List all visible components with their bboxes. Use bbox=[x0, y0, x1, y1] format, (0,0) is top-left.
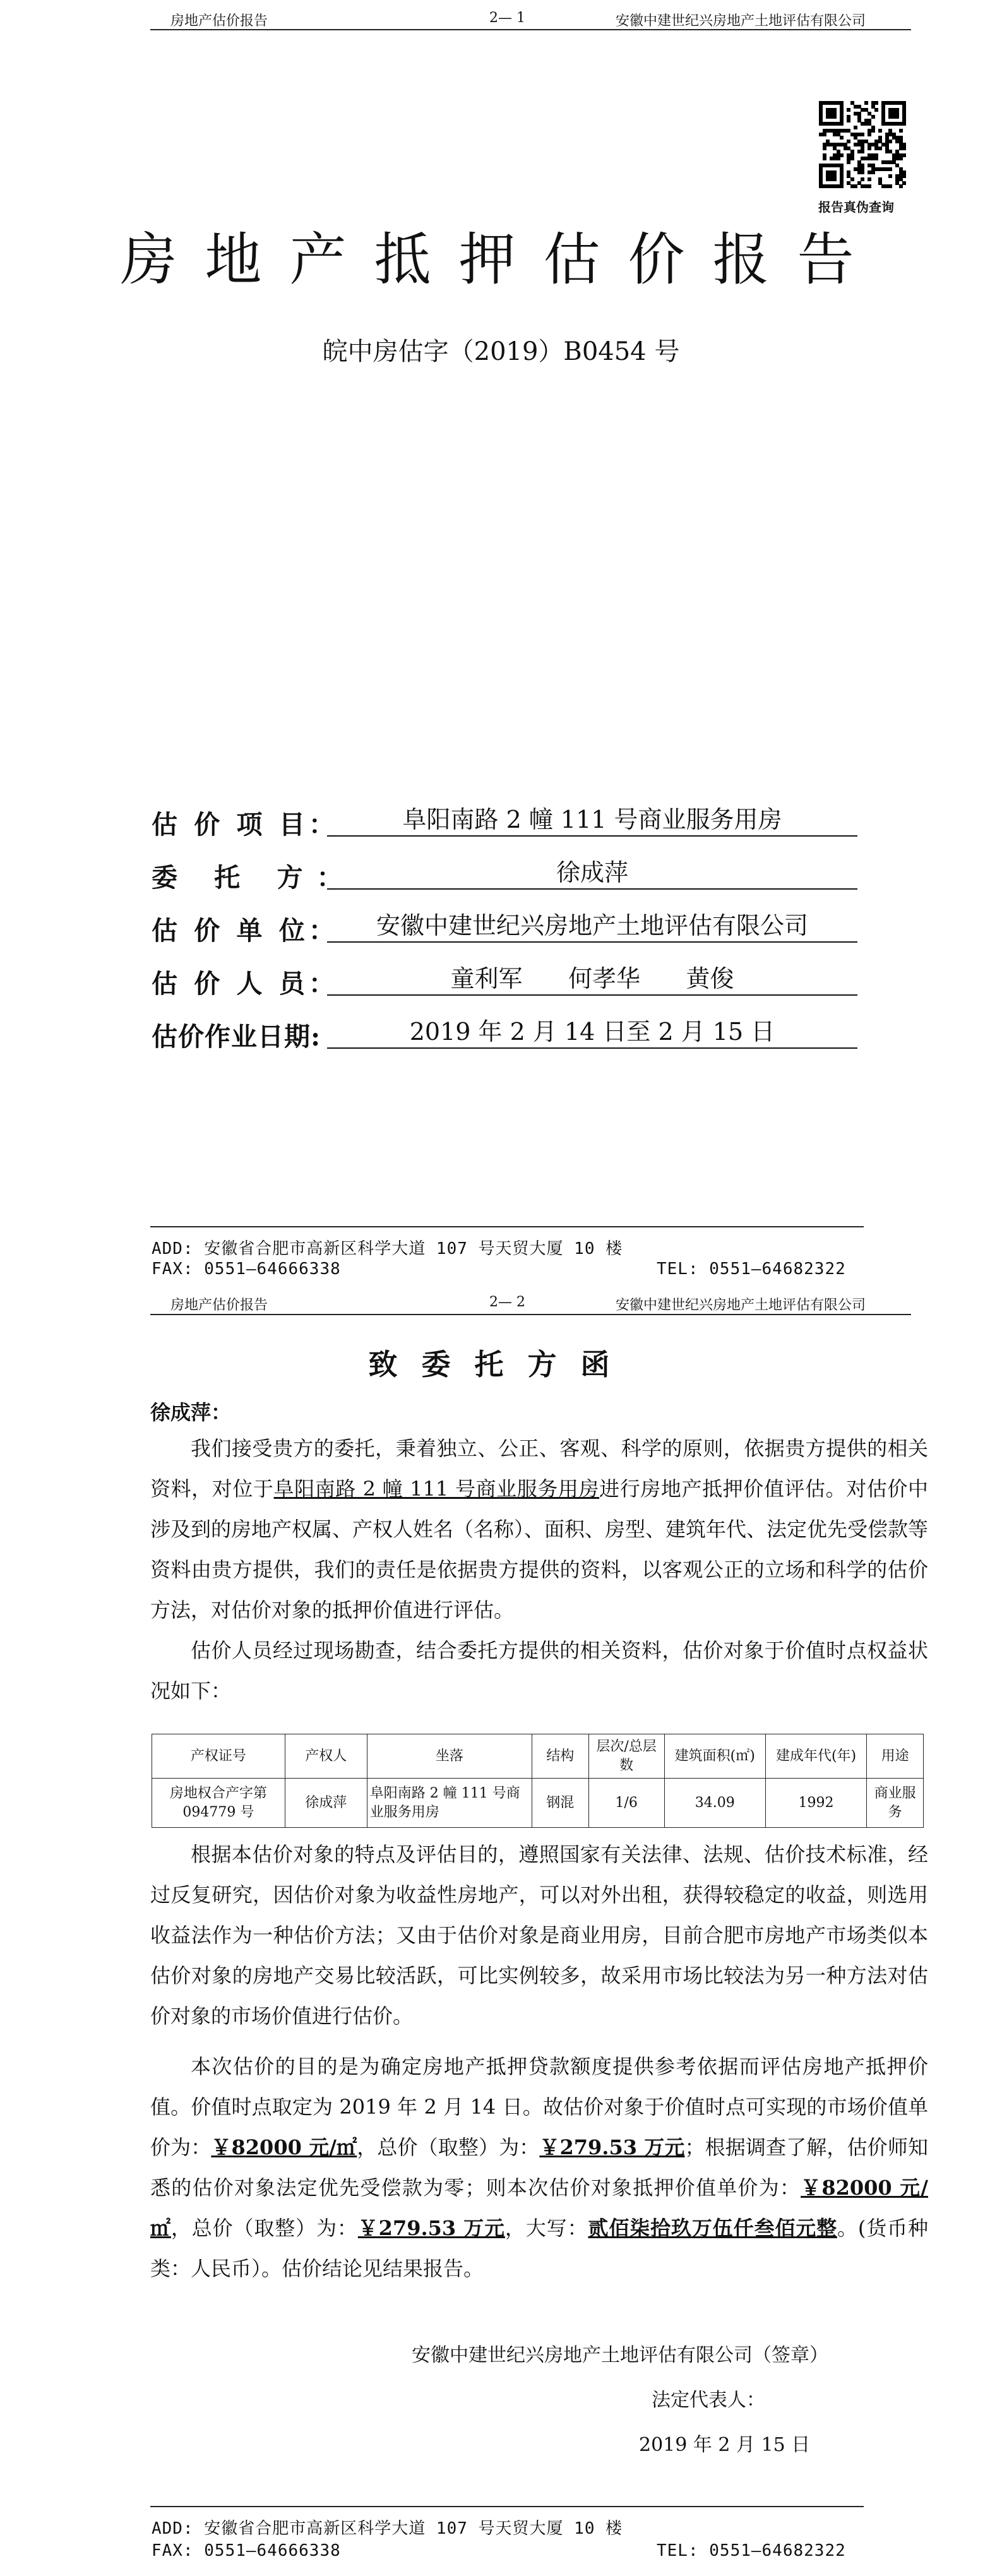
page1-header-right: 安徽中建世纪兴房地产土地评估有限公司 bbox=[616, 13, 866, 29]
qr-code-icon[interactable] bbox=[819, 101, 906, 188]
table-header: 产权人 bbox=[285, 1734, 367, 1779]
mortgage-total-price: ￥279.53 万元 bbox=[357, 2216, 505, 2240]
table-header-row bbox=[152, 1734, 924, 1779]
info-row-project bbox=[152, 804, 878, 842]
page2-header-left: 房地产估价报告 bbox=[170, 1297, 268, 1313]
letter-title: 致委托方函 bbox=[368, 1347, 634, 1381]
paragraph-2: 估价人员经过现场勘查，结合委托方提供的相关资料，估价对象于价值时点权益状况如下： bbox=[150, 1638, 928, 1703]
info-row-client bbox=[152, 857, 878, 895]
info-value: 童利军 何孝华 黄俊 bbox=[327, 963, 857, 996]
table-header: 坐落 bbox=[367, 1734, 532, 1779]
p4-text-e: ，大写： bbox=[504, 2216, 588, 2240]
table-header: 产权证号 bbox=[152, 1734, 285, 1779]
info-label: 委 托 方： bbox=[152, 862, 357, 893]
property-address: 阜阳南路 2 幢 111 号商业服务用房 bbox=[273, 1477, 600, 1501]
report-number: 皖中房估字（2019）B0454 号 bbox=[322, 337, 680, 366]
table-cell: 钢混 bbox=[532, 1779, 588, 1828]
table-header: 建成年代(年) bbox=[765, 1734, 866, 1779]
table-cell: 阜阳南路 2 幢 111 号商业服务用房 bbox=[367, 1779, 532, 1828]
page1-footer-address: ADD: 安徽省合肥市高新区科学大道 107 号天贸大厦 10 楼 bbox=[152, 1239, 623, 1258]
info-row-appraisers bbox=[152, 963, 878, 1001]
paragraph-3: 根据本估价对象的特点及评估目的，遵照国家有关法律、法规、估价技术标准，经过反复研究，因估价对象为收益性房地产，可以对外出租，获得较稳定的收益，则选用收益法作为一种估价方法；又由于估价对象是商业用房，目前合肥市房地产市场类似本估价对象的房地产交易比较活跃，可比实例较多，故采用市场比较法为另一种方法对估价对象的市场价值进行估价。 bbox=[150, 1842, 928, 2028]
paragraph-4 bbox=[150, 2046, 928, 2289]
table-header: 用途 bbox=[867, 1734, 924, 1779]
table-row bbox=[152, 1779, 924, 1828]
paragraph-1 bbox=[150, 1428, 928, 1630]
page1-footer-tel: TEL: 0551—64682322 bbox=[657, 1260, 846, 1279]
page1-header-left: 房地产估价报告 bbox=[170, 13, 268, 29]
info-value: 安徽中建世纪兴房地产土地评估有限公司 bbox=[327, 910, 857, 943]
mortgage-unit-price: ￥82000 元/㎡ bbox=[150, 2176, 928, 2240]
property-table bbox=[152, 1734, 924, 1828]
salutation: 徐成萍： bbox=[150, 1400, 232, 1424]
info-label: 估价作业日期: bbox=[152, 1022, 321, 1052]
p4-text-f: 。(货币种类：人民币）。估价结论见结果报告。 bbox=[150, 2216, 928, 2281]
info-value: 阜阳南路 2 幢 111 号商业服务用房 bbox=[327, 804, 857, 837]
table-cell: 徐成萍 bbox=[285, 1779, 367, 1828]
table-cell: 房地权合产字第 094779 号 bbox=[152, 1779, 285, 1828]
info-label: 估 价 人 员： bbox=[152, 969, 338, 999]
table-cell: 商业服务 bbox=[867, 1779, 924, 1828]
page2-footer-rule bbox=[150, 2506, 864, 2507]
table-cell: 1/6 bbox=[588, 1779, 664, 1828]
p1-text-a: 我们接受贵方的委托，秉着独立、公正、客观、科学的原则，依据贵方提供的相关资料，对位于 bbox=[150, 1436, 928, 1501]
p1-text-b: 进行房地产抵押价值评估。对估价中涉及到的房地产权属、产权人姓名（名称）、面积、房型、建筑年代、法定优先受偿款等资料由贵方提供，我们的责任是依据贵方提供的资料，以客观公正的立场和科学的估价方法，对估价对象的抵押价值进行评估。 bbox=[150, 1477, 929, 1622]
p4-text-d: ，总价（取整）为： bbox=[170, 2216, 358, 2240]
report-title: 房地产抵押估价报告 bbox=[120, 227, 882, 293]
p4-text-c: ；根据调查了解，估价师知悉的估价对象法定优先受偿款为零；则本次估价对象抵押价值单价为： bbox=[150, 2135, 928, 2200]
page2-header-center: 2— 2 bbox=[489, 1294, 525, 1310]
unit-price: ￥82000 元/㎡ bbox=[211, 2135, 357, 2159]
table-header: 建筑面积(㎡) bbox=[664, 1734, 765, 1779]
page1-footer-rule bbox=[150, 1226, 864, 1227]
page1-header-rule bbox=[150, 29, 911, 30]
info-label: 估 价 单 位： bbox=[152, 915, 338, 946]
info-row-appraiser-company bbox=[152, 910, 878, 948]
info-value: 2019 年 2 月 14 日至 2 月 15 日 bbox=[327, 1016, 857, 1049]
p4-text-a: 本次估价的目的是为确定房地产抵押贷款额度提供参考依据而评估房地产抵押价值。价值时点取定为 2019 年 2 月 14 日。故估价对象于价值时点可实现的市场价值单价为： bbox=[150, 2054, 928, 2159]
page1-header-center: 2— 1 bbox=[489, 10, 525, 26]
page2-header-right: 安徽中建世纪兴房地产土地评估有限公司 bbox=[616, 1297, 866, 1313]
table-cell: 1992 bbox=[765, 1779, 866, 1828]
signature-date: 2019 年 2 月 15 日 bbox=[639, 2434, 811, 2456]
signature-legal-rep: 法定代表人： bbox=[652, 2389, 765, 2411]
page1-footer-fax: FAX: 0551—64666338 bbox=[152, 1260, 341, 1279]
signature-company: 安徽中建世纪兴房地产土地评估有限公司（签章） bbox=[412, 2344, 828, 2366]
capital-amount: 贰佰柒拾玖万伍仟叁佰元整 bbox=[588, 2216, 837, 2240]
table-cell: 34.09 bbox=[664, 1779, 765, 1828]
table-header: 结构 bbox=[532, 1734, 588, 1779]
info-value: 徐成萍 bbox=[327, 857, 857, 890]
table-header: 层次/总层数 bbox=[588, 1734, 664, 1779]
total-price: ￥279.53 万元 bbox=[539, 2135, 685, 2159]
p4-text-b: ，总价（取整）为： bbox=[357, 2135, 540, 2159]
qr-caption: 报告真伪查询 bbox=[818, 200, 894, 215]
page2-header-rule bbox=[150, 1314, 911, 1315]
page2-footer-fax: FAX: 0551—64666338 bbox=[152, 2541, 341, 2560]
info-label: 估 价 项 目： bbox=[152, 809, 338, 840]
info-row-work-date bbox=[152, 1016, 878, 1054]
page2-footer-tel: TEL: 0551—64682322 bbox=[657, 2541, 846, 2560]
page2-footer-address: ADD: 安徽省合肥市高新区科学大道 107 号天贸大厦 10 楼 bbox=[152, 2519, 623, 2538]
